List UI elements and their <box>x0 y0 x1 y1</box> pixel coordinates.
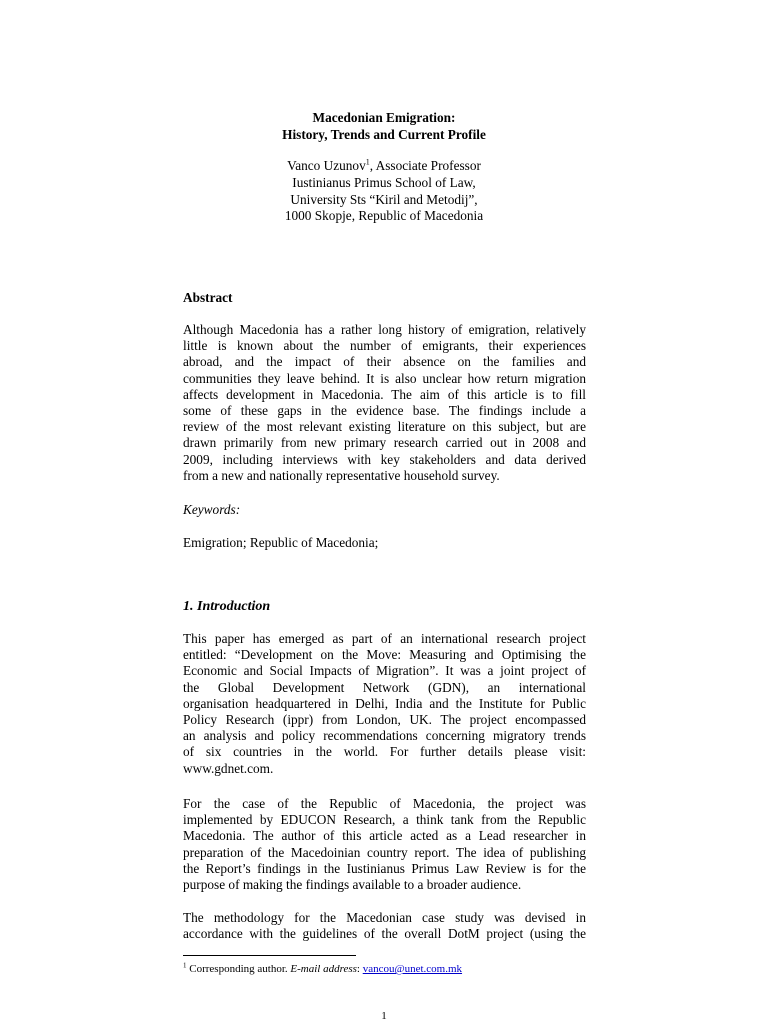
paragraph-line: an analysis and policy recommendations concerning migratory trends <box>183 728 586 744</box>
introduction-paragraph-1 <box>183 631 586 777</box>
paragraph-line: Macedonia. The author of this article acted as a Lead researcher in <box>183 828 586 844</box>
keywords-value: Emigration; Republic of Macedonia; <box>183 535 379 550</box>
paragraph-line: purpose of making the findings available to a broader audience. <box>183 876 522 892</box>
paragraph-line: of six countries in the world. For further details please visit: <box>183 744 586 760</box>
abstract-heading: Abstract <box>183 290 233 305</box>
abstract-line: communities they leave behind. It is also unclear how return migration <box>183 370 586 386</box>
keywords-label: Keywords: <box>183 502 241 517</box>
paragraph-line: Policy Research (ippr) from London, UK. The project encompassed <box>183 711 586 727</box>
paragraph-line: For the case of the Republic of Macedonia, the project was <box>183 796 586 811</box>
introduction-heading: 1. Introduction <box>183 599 271 614</box>
abstract-line: affects development in Macedonia. The aim of this article is to fill <box>183 386 586 402</box>
paragraph-line: This paper has emerged as part of an international research project <box>183 631 586 646</box>
author-info <box>0 158 768 225</box>
paragraph-line: organisation headquartered in Delhi, India and the Institute for Public <box>183 695 586 711</box>
title-line-2: History, Trends and Current Profile <box>282 126 486 142</box>
footnote-mark: 1 <box>183 961 187 970</box>
footnote-colon: : <box>356 963 363 975</box>
abstract-line: abroad, and the impact of their absence on the families and <box>183 354 586 370</box>
paragraph-line: Economic and Social Impacts of Migration”. It was a joint project of <box>183 663 586 679</box>
author-footnote-mark: 1 <box>365 157 370 167</box>
paragraph-line: accordance with the guidelines of the overall DotM project (using the <box>183 926 586 942</box>
paper-title <box>0 110 768 143</box>
email-link[interactable]: vancou@unet.com.mk <box>362 963 463 975</box>
introduction-paragraph-2 <box>183 796 586 893</box>
paragraph-line: the Report’s findings in the Iustinianus Primus Law Review is for the <box>183 860 586 876</box>
paragraph-line: implemented by EDUCON Research, a think tank from the Republic <box>183 812 586 828</box>
paragraph-line: the Global Development Network (GDN), an international <box>183 679 586 695</box>
author-university: University Sts “Kiril and Metodij”, <box>290 191 478 207</box>
page-number: 1 <box>381 1010 387 1022</box>
introduction-paragraph-3 <box>183 910 586 942</box>
title-line-1: Macedonian Emigration: <box>312 110 456 125</box>
author-role: , Associate Professor <box>369 158 481 173</box>
footnote-email-label: E-mail address <box>290 963 357 975</box>
paragraph-line: www.gdnet.com. <box>183 760 274 776</box>
abstract-body <box>183 322 586 484</box>
abstract-line: 2009, including interviews with key stakeholders and data derived <box>183 451 586 467</box>
abstract-line: drawn primarily from new primary research carried out in 2008 and <box>183 435 586 451</box>
abstract-line: review of the most relevant existing literature on this subject, but are <box>183 419 586 435</box>
abstract-line: little is known about the number of emigrants, their experiences <box>183 338 586 354</box>
abstract-line: Although Macedonia has a rather long history of emigration, relatively <box>183 322 586 337</box>
author-line <box>0 158 768 175</box>
footnote <box>183 962 462 976</box>
author-name: Vanco Uzunov <box>287 158 366 173</box>
paragraph-line: The methodology for the Macedonian case study was devised in <box>183 910 586 925</box>
footnote-divider <box>183 955 356 956</box>
paragraph-line: preparation of the Macedoinian country report. The idea of publishing <box>183 844 586 860</box>
paragraph-line: entitled: “Development on the Move: Measuring and Optimising the <box>183 647 586 663</box>
author-school: Iustinianus Primus School of Law, <box>292 174 476 190</box>
abstract-line: from a new and nationally representative household survey. <box>183 467 500 483</box>
author-address: 1000 Skopje, Republic of Macedonia <box>284 208 484 224</box>
abstract-line: some of these gaps in the evidence base. The findings include a <box>183 402 586 418</box>
footnote-text: Corresponding author. <box>186 963 291 975</box>
